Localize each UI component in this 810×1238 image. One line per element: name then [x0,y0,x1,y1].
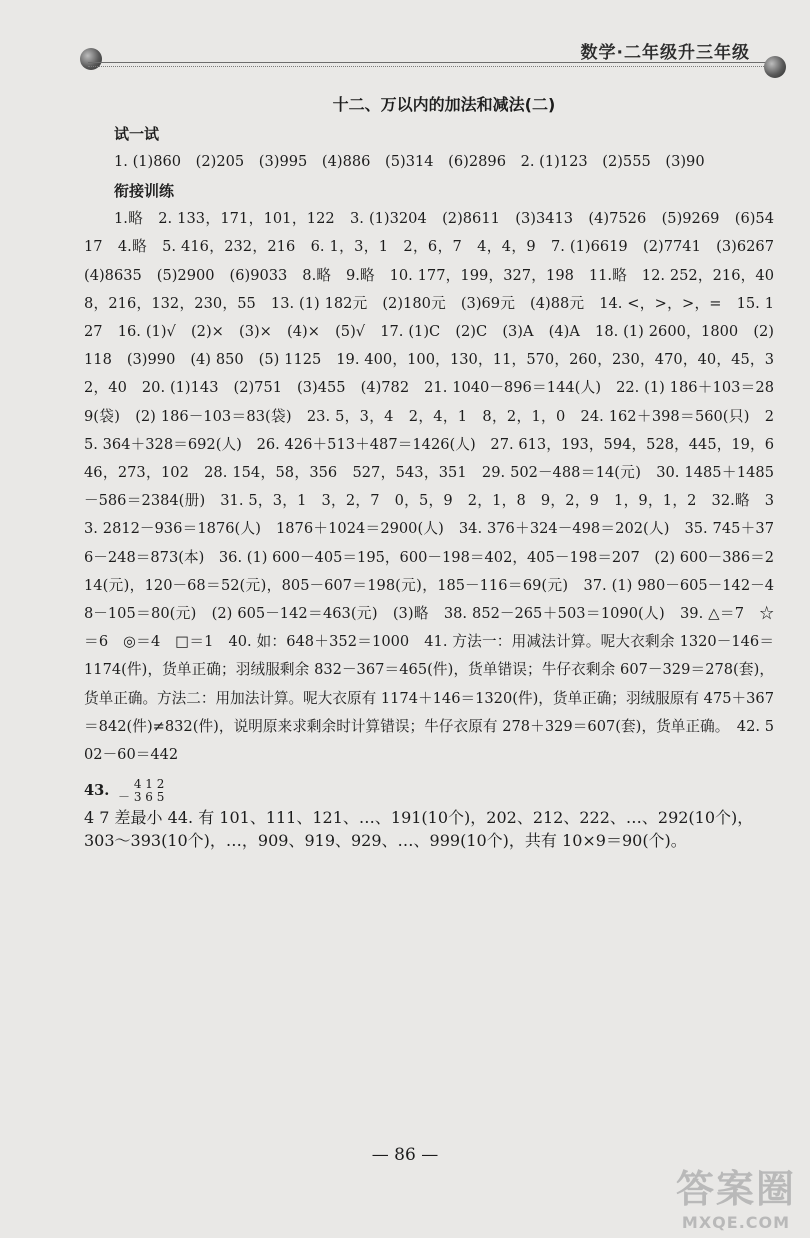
tryit-heading: 试一试 [114,125,160,143]
item-43-44 [84,777,774,805]
watermark-logo [676,1158,796,1232]
tryit-answers: 1. (1)860 (2)205 (3)995 (4)886 (5)314 (6)2896 2. (1)123 (2)555 (3)90 [114,153,705,170]
vertical-subtraction [118,778,164,804]
page-number: — 86 — [371,1145,439,1165]
item-43-note: 差最小 [114,808,163,828]
watermark-bottom: MXQE.COM [681,1213,791,1232]
item-44-text: 44. 有 101、111、121、…、191(10个)，202、212、222、…、292(10个)，303～393(10个)，…，909、919、929、…、999(10个)，共有 10×9＝90(个)。 [84,808,754,851]
watermark-top: 答案圈 [675,1167,796,1211]
vcalc-bottom: 4 7 [84,808,110,828]
header-rule-dotted [88,66,768,67]
vcalc-middle: － 3 6 5 [118,790,165,805]
answer-content [84,92,789,867]
practice-answers: 1.略 2. 133，171，101，122 3. (1)3204 (2)8611 (3)3413 (4)7526 (5)9269 (6)5417 4.略 5. 416，232，216 6. 1，3，1 2，6，7 4，4，9 7. (1)6619 (2)7741 (3)6267 (4)8635 (5)2900 (6)9033 8.略 9.略 10. 177，199，327，198 11.略 12. 252，216，408，216，132，230，55 13. (1) 182元 (2)180元 (3)69元 (4)88元 14. <，>，>，= 15. 127 16. (1)√ (2)× (3)× (4)× (5)√ 17. (1)C (2)C (3)A (4)A 18. (1) 2600，1800 (2) 118 (3)990 (4) 850 (5) 1125 19. 400，100，130，11，570，260，230，470，40，45，32，40 20. (1)143 (2)751 (3)455 (4)782 21. 1040－896＝144(人) 22. (1) 186＋103＝289(袋) (2) 186－103＝83(袋) 23. 5，3，4 2，4，1 8，2，1，0 24. 162＋398＝560(只) 25. 364＋328＝692(人) 26. 426＋513＋487＝1426(人) 27. 613，193，594，528，445，19，646，273，102 28. 154，58，356 527，543，351 29. 502－488＝14(元) 30. 1485＋1485－586＝2384(册) 31. 5，3，1 3，2，7 0，5，9 2，1，8 9，2，9 1，9，1，2 32.略 33. 2812－936＝1876(人) 1876＋1024＝2900(人) 34. 376＋324－498＝202(人) 35. 745＋376－248＝873(本) 36. (1) 600－405＝195，600－198＝402，405－198＝207 (2) 600－386＝214(元)，120－68＝52(元)，805－607＝198(元)，185－116＝69(元) 37. (1) 980－605－142－48－105＝80(元) (2) 605－142＝463(元) (3)略 38. 852－265＋503＝1090(人) 39. △＝7 ☆＝6 ◎＝4 □＝1 40. 如：648＋352＝1000 41. 方法一：用减法计算。呢大衣剩余 1320－146＝1174(件)，货单正确；羽绒服剩余 832－367＝465(件)，货单错误；牛仔衣剩余 607－329＝278(套)，货单正确。方法二：用加法计算。呢大衣原有 1174＋146＝1320(件)，货单正确；羽绒服原有 475＋367＝842(件)≠832(件)，说明原来求剩余时计算错误；牛仔衣原有 278＋329＝607(套)，货单正确。 42. 502－60＝442 [84,210,789,764]
section-title: 十二、万以内的加法和减法(二) [332,95,556,114]
header-title: 数学·二年级升三年级 [580,43,750,63]
item-43-number: 43. [84,782,110,800]
vcalc-top: 4 1 2 [133,777,165,792]
practice-heading: 衔接训练 [114,182,175,201]
header-ornament-right [764,56,786,78]
